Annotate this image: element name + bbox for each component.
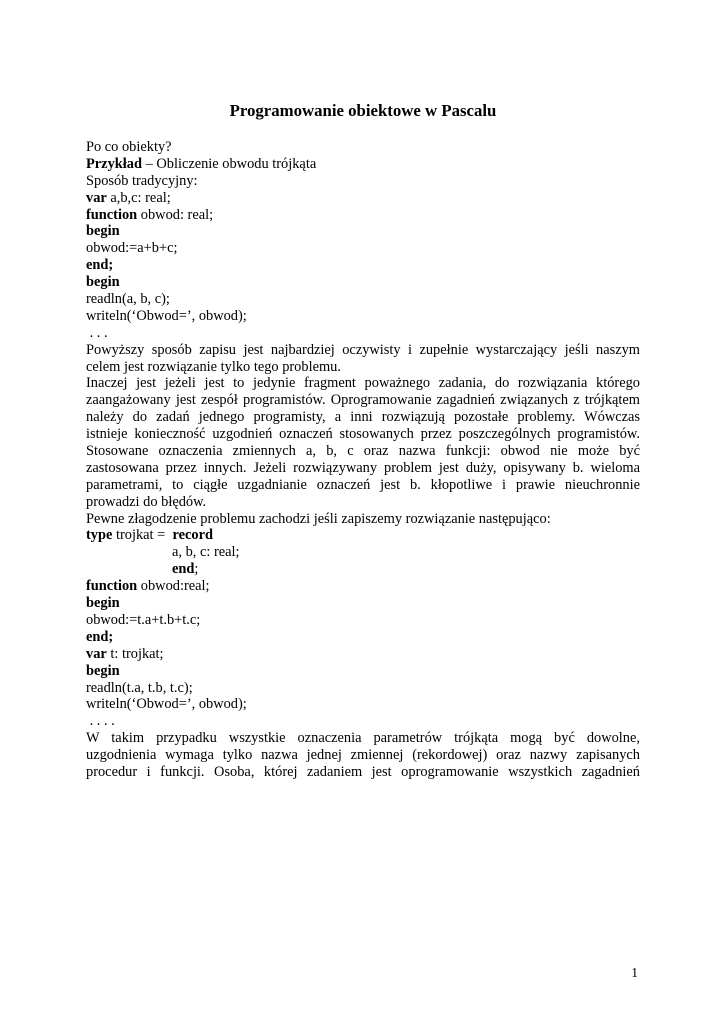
code-line: begin	[86, 223, 120, 240]
question-line: Po co obiekty?	[86, 139, 172, 155]
document-title: Programowanie obiektowe w Pascalu	[229, 101, 497, 120]
code-line: readln(t.a, t.b, t.c);	[86, 679, 193, 696]
code-line: obwod:=t.a+t.b+t.c;	[86, 611, 201, 628]
example-line	[86, 156, 640, 173]
code-block-4	[86, 663, 640, 731]
page-number: 1	[631, 965, 638, 980]
code-line: end;	[86, 257, 114, 274]
code-line: type trojkat = record	[86, 527, 213, 544]
code-line: var a,b,c: real;	[86, 189, 171, 206]
example-label: Przykład	[86, 155, 142, 172]
code-line: var t: trojkat;	[86, 645, 164, 662]
traditional-heading: Sposób tradycyjny:	[86, 172, 198, 189]
paragraph-3: W takim przypadku wszystkie oznaczenia parametrów trójkąta mogą być dowolne, uzgodnienia wymaga tylko nazwa jednej zmiennej (rekordowej) oraz nazwy zapisanych procedur i funkcji. Osoba, której zadaniem jest oprogramowanie wszystkich zagadnień	[86, 730, 640, 780]
code-line: end;	[86, 628, 114, 645]
code-line: obwod:=a+b+c;	[86, 240, 178, 257]
code-line: begin	[86, 595, 120, 612]
code-line: . . . .	[86, 713, 115, 730]
code-line: end;	[172, 561, 199, 578]
code-line: begin	[86, 662, 120, 679]
code-line: . . .	[86, 324, 108, 341]
code-line: writeln(‘Obwod=’, obwod);	[86, 696, 247, 713]
code-block-3	[86, 527, 640, 662]
document-body	[86, 139, 640, 781]
code-line: a, b, c: real;	[172, 544, 240, 561]
example-text: – Obliczenie obwodu trójkąta	[141, 155, 317, 172]
code-line: function obwod:real;	[86, 578, 210, 595]
code-line: begin	[86, 274, 120, 291]
paragraph-2: Pewne złagodzenie problemu zachodzi jeśli zapiszemy rozwiązanie następująco:	[86, 510, 551, 527]
code-line: readln(a, b, c);	[86, 291, 170, 308]
code-line: function obwod: real;	[86, 206, 214, 223]
code-block-2	[86, 274, 640, 342]
code-line: writeln(‘Obwod=’, obwod);	[86, 307, 247, 324]
paragraph-1: Powyższy sposób zapisu jest najbardziej oczywisty i zupełnie wystarczający jeśli naszym celem jest rozwiązanie tylko tego problemu. Inaczej jest jeżeli jest to jedynie fragment poważnego zadania, do rozwiązania którego zaangażowany jest zespół programistów. Oprogramowanie zagadnień związanych z trójkątem należy do zadań jednego programisty, a inni rozwiązują pozostałe problemy. Wówczas istnieje konieczność uzgodnień oznaczeń stosowanych przez poszczególnych programistów. Stosowane oznaczenia zmiennych a, b, c oraz nazwa funkcji: obwod nie może być zastosowana przez innych. Jeżeli rozwiązywany problem jest duży, opisywany b. wieloma parametrami, to ciągłe uzgadnianie oznaczeń jest b. kłopotliwe i prawie nieuchronnie prowadzi do błędów.	[86, 341, 640, 510]
code-block-1	[86, 190, 640, 274]
